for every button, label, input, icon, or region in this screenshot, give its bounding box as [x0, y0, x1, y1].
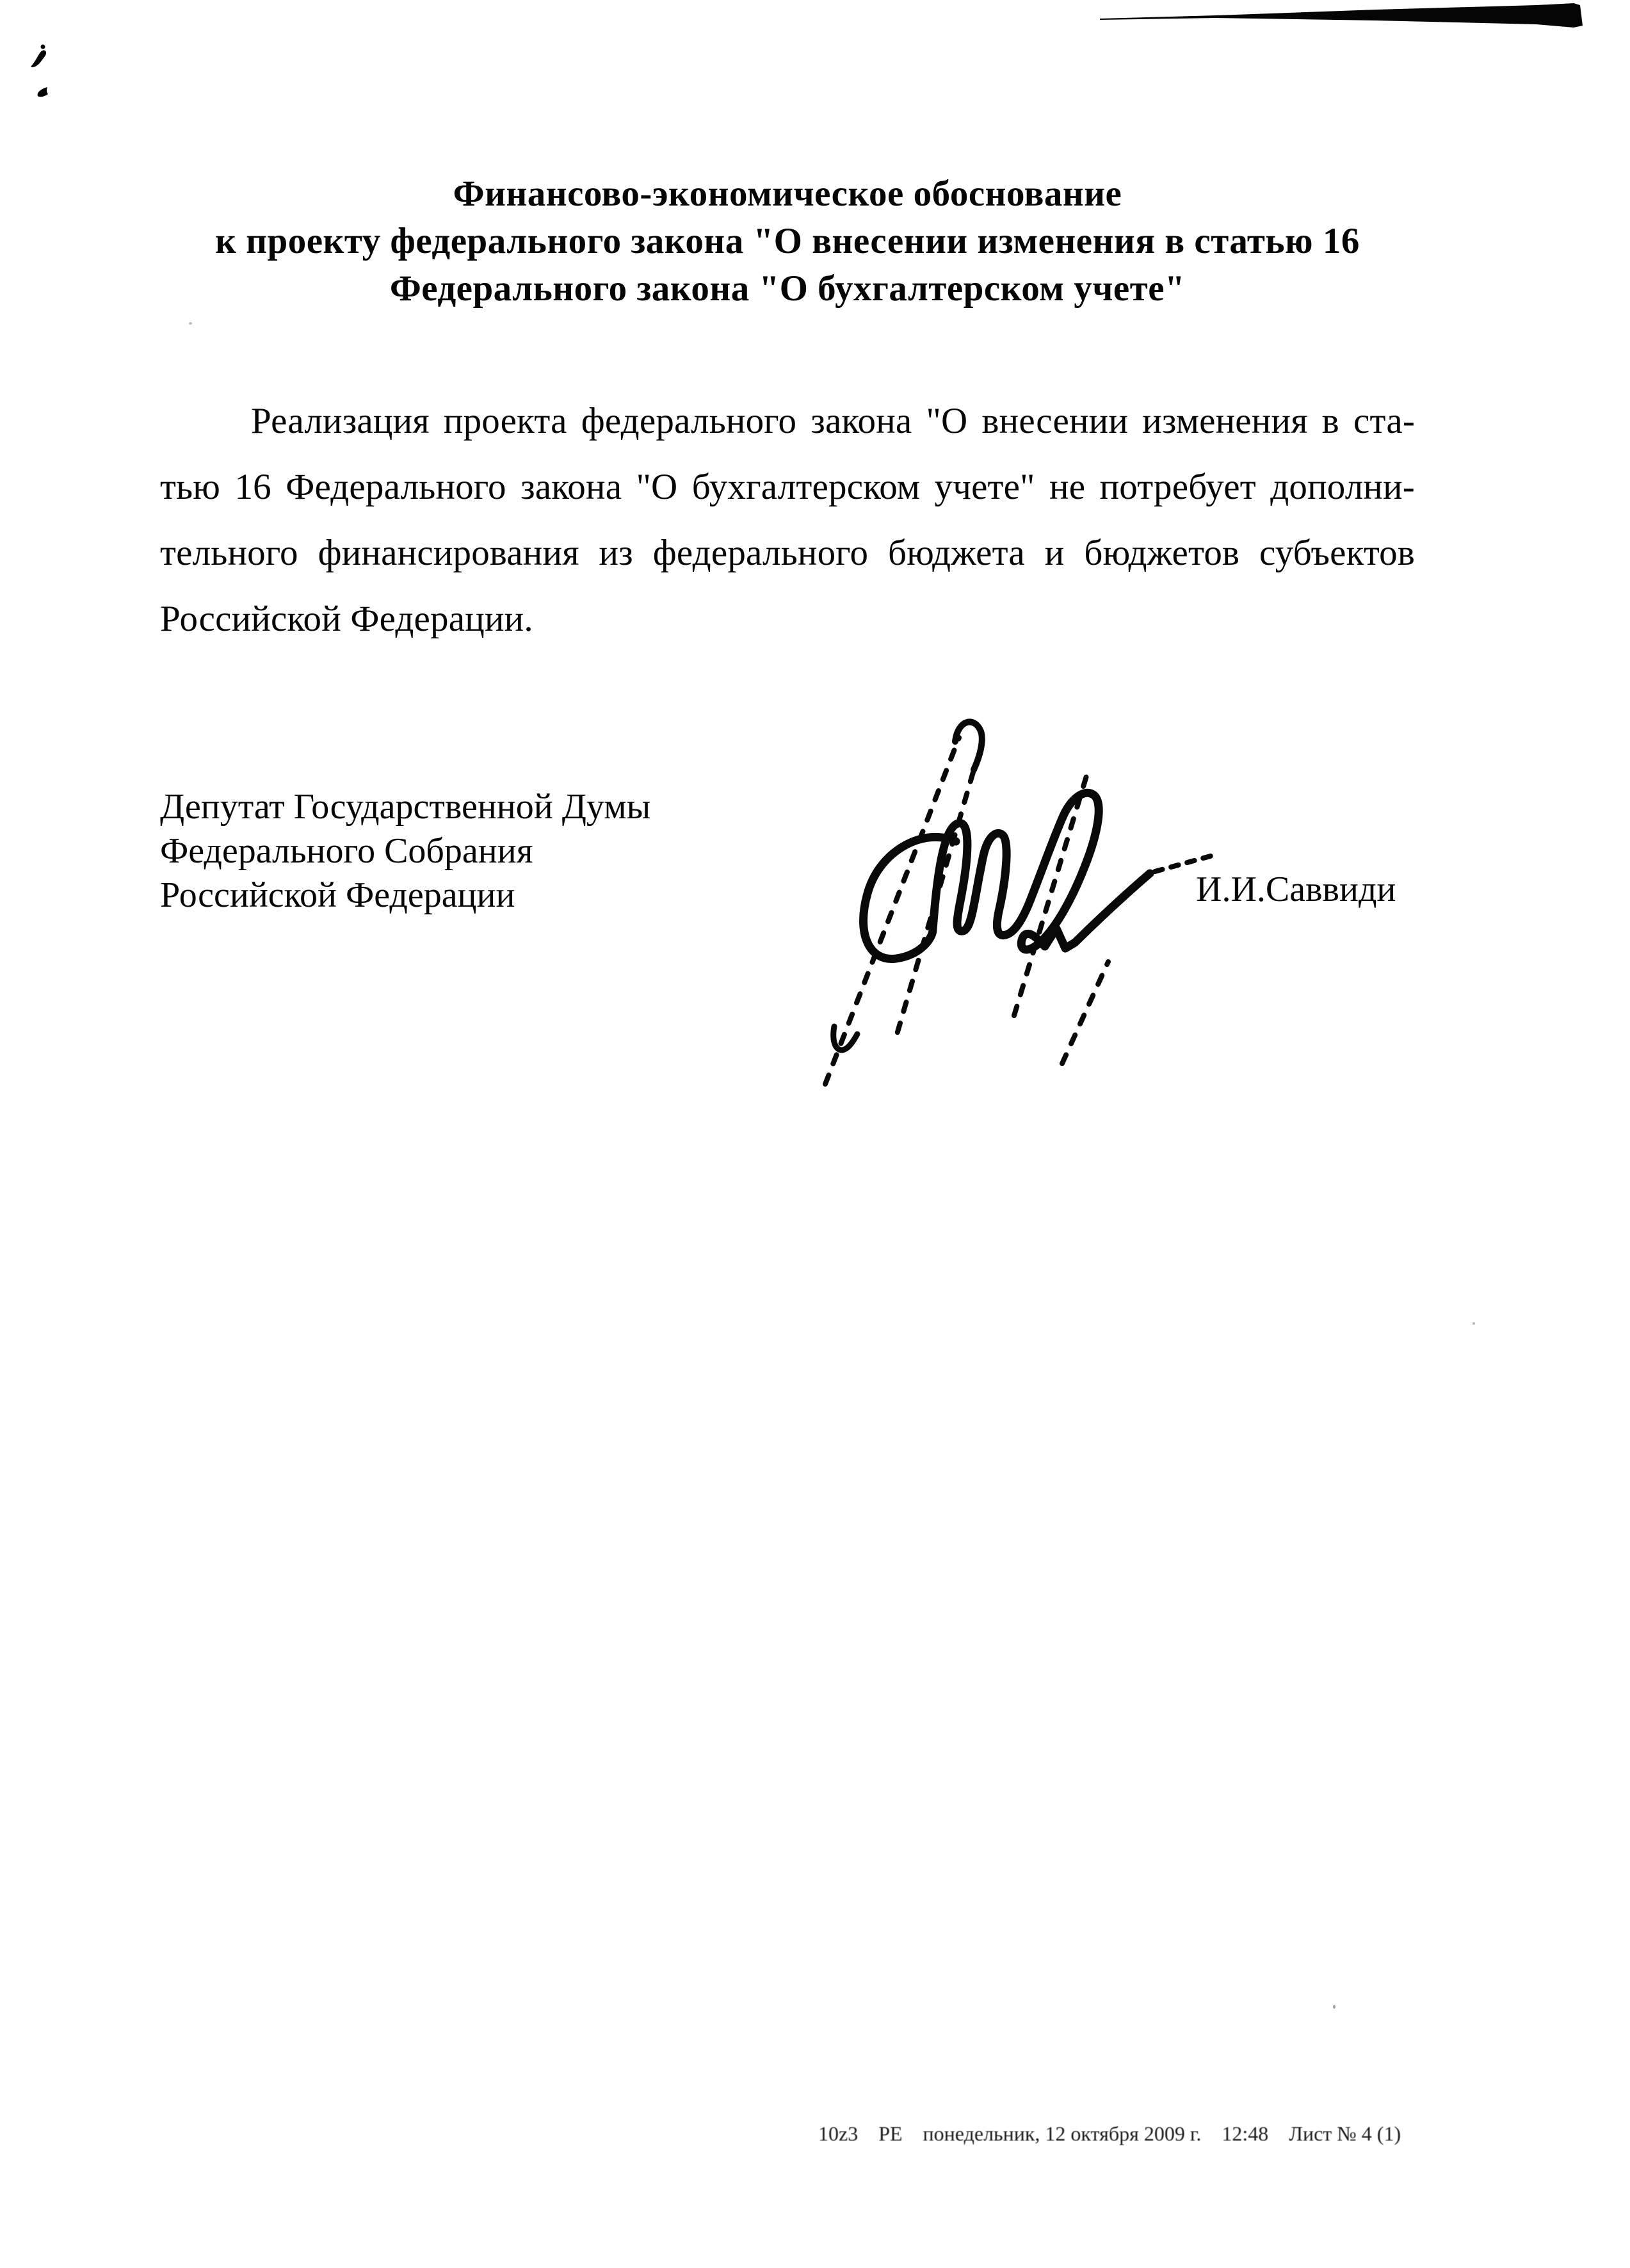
signature-handwritten	[768, 692, 1216, 1140]
paragraph-line: Российской Федерации.	[160, 599, 533, 639]
paragraph-line: тью 16 Федерального закона "О бухгалтерском учете" не потребует дополни-	[160, 467, 1415, 507]
footer-time: 12:48	[1222, 2122, 1269, 2145]
body-paragraph	[160, 388, 1415, 652]
ink-marks	[19, 38, 70, 115]
footer-date: понедельник, 12 октября 2009 г.	[923, 2122, 1202, 2145]
title-line-1: Финансово-экономическое обоснование	[453, 174, 1122, 214]
scan-artifact-line	[1088, 0, 1630, 38]
scan-speck	[1333, 2005, 1335, 2009]
footer-code: 10z3	[818, 2122, 859, 2145]
footer-sheet-number: Лист № 4 (1)	[1289, 2122, 1401, 2145]
signer-name: И.И.Саввиди	[1196, 870, 1396, 909]
scan-speck	[1473, 1322, 1475, 1325]
signer-role	[160, 785, 736, 918]
signer-role-line-3: Российской Федерации	[160, 875, 515, 915]
paragraph-line: Реализация проекта федерального закона "О внесении изменения в ста-	[251, 401, 1415, 441]
title-line-2: к проекту федерального закона "О внесении изменения в статью 16	[215, 221, 1360, 261]
scan-speck	[189, 322, 192, 325]
scan-footer	[818, 2121, 1401, 2146]
title-line-3: Федерального закона "О бухгалтерском учете"	[389, 268, 1186, 309]
signer-role-line-1: Депутат Государственной Думы	[160, 787, 651, 827]
paragraph-line: тельного финансирования из федерального бюджета и бюджетов субъектов	[160, 533, 1415, 573]
footer-mode: PE	[878, 2122, 903, 2145]
signer-role-line-2: Федерального Собрания	[160, 831, 533, 871]
document-title	[160, 170, 1415, 312]
